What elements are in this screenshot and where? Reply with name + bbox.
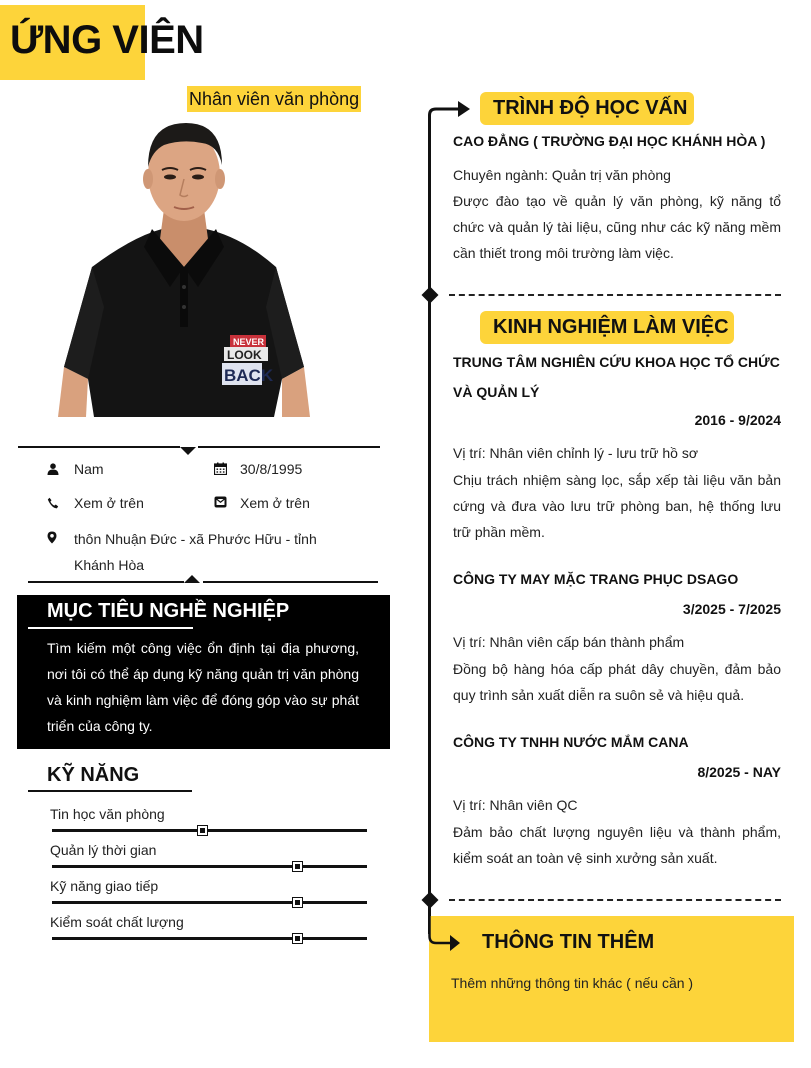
job-company: TRUNG TÂM NGHIÊN CỨU KHOA HỌC TỔ CHỨC VÀ QUẢN LÝ [453, 354, 780, 400]
envelope-icon [213, 495, 227, 509]
skill-bar [52, 865, 367, 868]
skill-label: Kiểm soát chất lượng [50, 914, 184, 930]
skill-level-marker [292, 897, 303, 908]
info-bottom-divider-right [203, 581, 378, 583]
education-title: TRÌNH ĐỘ HỌC VẤN [493, 97, 688, 119]
timeline-arrow-icon [426, 99, 474, 123]
skill-bar [52, 937, 367, 940]
email-value: Xem ở trên [240, 495, 310, 511]
job-period: 8/2025 - NAY [697, 764, 781, 780]
experience-title: KINH NGHIỆM LÀM VIỆC [493, 316, 729, 338]
profile-photo [52, 117, 316, 417]
triangle-up-icon [184, 575, 200, 583]
job-position: Vị trí: Nhân viên cấp bán thành phẩm [453, 634, 685, 650]
timeline-diamond-icon [422, 287, 439, 304]
skill-label: Quản lý thời gian [50, 842, 157, 858]
triangle-down-icon [180, 447, 196, 455]
job-period: 2016 - 9/2024 [694, 412, 781, 428]
skill-bar [52, 901, 367, 904]
timeline-line [428, 116, 431, 934]
phone-value: Xem ở trên [74, 495, 144, 511]
extra-info-title: THÔNG TIN THÊM [482, 931, 655, 953]
section-dashed-divider [449, 899, 781, 901]
info-bottom-divider-left [28, 581, 184, 583]
education-major: Chuyên ngành: Quản trị văn phòng [453, 167, 671, 183]
skill-bar [52, 829, 367, 832]
info-top-divider-right [198, 446, 380, 448]
svg-text:LOOK: LOOK [227, 348, 262, 362]
job-company: CÔNG TY MAY MẶC TRANG PHỤC DSAGO [453, 571, 739, 587]
svg-text:NEVER: NEVER [233, 337, 265, 347]
timeline-arrow-icon [426, 906, 466, 956]
skill-level-marker [292, 861, 303, 872]
birthday-value: 30/8/1995 [240, 461, 303, 477]
calendar-icon [213, 461, 227, 475]
info-top-divider-left [18, 446, 180, 448]
job-description: Đồng bộ hàng hóa cấp phát dây chuyền, đảm bảo quy trình sản xuất diễn ra suôn sẻ và hiệu quả. [453, 661, 781, 703]
skill-label: Kỹ năng giao tiếp [50, 878, 159, 894]
job-company: CÔNG TY TNHH NƯỚC MẮM CANA [453, 734, 689, 750]
skill-level-marker [292, 933, 303, 944]
job-description: Đảm bảo chất lượng nguyên liệu và thành phẩm, kiểm soát an toàn vệ sinh xưởng sản xuất. [453, 824, 781, 866]
skills-title-underline [28, 790, 192, 792]
section-dashed-divider [449, 294, 781, 296]
job-period: 3/2025 - 7/2025 [682, 601, 781, 617]
user-icon [46, 462, 60, 476]
map-marker-icon [45, 530, 59, 544]
candidate-name: ỨNG VIÊN [10, 18, 204, 62]
job-description: Chịu trách nhiệm sàng lọc, sắp xếp tài liệu văn bản cứng và đưa vào lưu trữ phòng ban, hệ thống lưu trữ phần mềm. [453, 472, 781, 540]
objective-text: Tìm kiếm một công việc ổn định tại địa phương, nơi tôi có thể áp dụng kỹ năng quản trị văn phòng và kinh nghiệm làm việc để đóng góp vào sự phát triển của công ty. [47, 640, 359, 734]
phone-icon [46, 496, 60, 510]
address-value: thôn Nhuận Đức - xã Phước Hữu - tỉnh Khánh Hòa [74, 531, 317, 573]
skill-level-marker [197, 825, 208, 836]
job-title: Nhân viên văn phòng [187, 86, 361, 112]
objective-title: MỤC TIÊU NGHỀ NGHIỆP [47, 600, 290, 622]
svg-text:BACK: BACK [224, 366, 274, 385]
education-school: CAO ĐẲNG ( TRƯỜNG ĐẠI HỌC KHÁNH HÒA ) [453, 133, 766, 149]
skill-label: Tin học văn phòng [50, 806, 165, 822]
job-position: Vị trí: Nhân viên QC [453, 797, 578, 813]
extra-info-text: Thêm những thông tin khác ( nếu cần ) [451, 975, 694, 991]
objective-title-underline [28, 627, 193, 629]
job-position: Vị trí: Nhân viên chỉnh lý - lưu trữ hồ sơ [453, 445, 699, 461]
skills-title: KỸ NĂNG [47, 764, 140, 786]
gender-value: Nam [74, 461, 104, 477]
education-description: Được đào tạo về quản lý văn phòng, kỹ năng tổ chức và quản lý tài liệu, cũng như các kỹ năng mềm cần thiết trong môi trường làm việc. [453, 193, 781, 261]
